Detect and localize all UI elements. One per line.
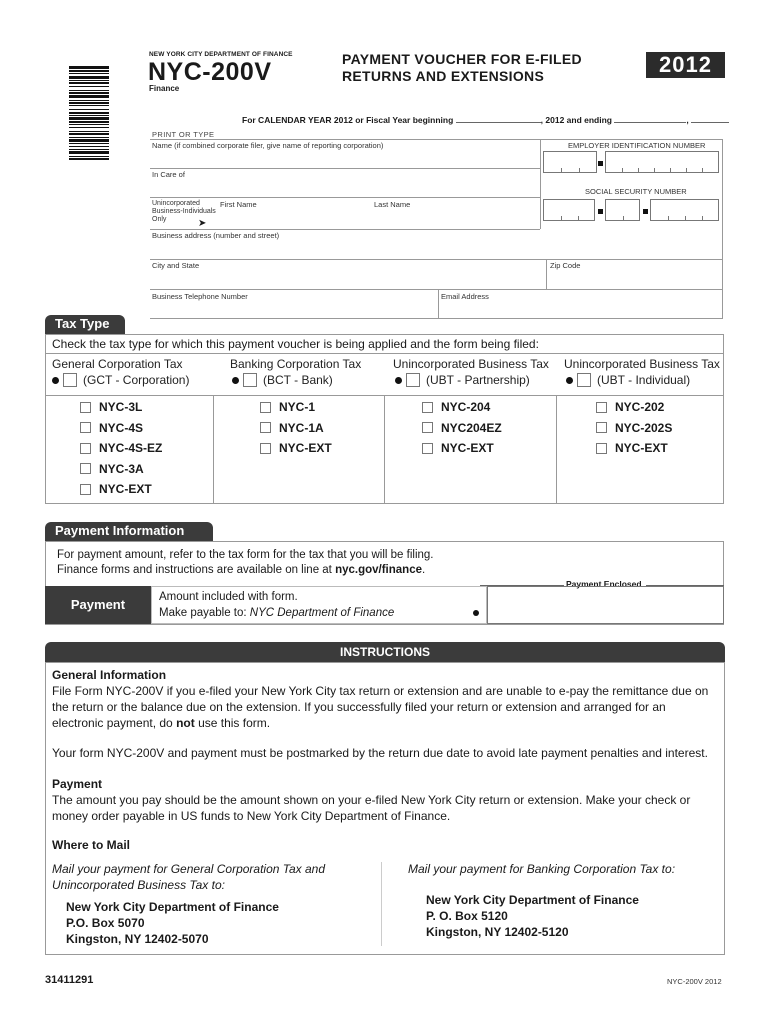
form-option[interactable] bbox=[260, 441, 332, 455]
in-care-of-label: In Care of bbox=[152, 170, 185, 179]
mail-left-address: New York City Department of Finance P.O. Box 5070 Kingston, NY 12402-5070 bbox=[66, 900, 279, 946]
bullet-icon bbox=[232, 377, 239, 384]
payment-instructions: For payment amount, refer to the tax form for the tax that you will be filing. Finance forms and instructions are available on line at nyc.gov/finance. bbox=[57, 549, 434, 576]
tax-type-code: (UBT - Partnership) bbox=[426, 373, 530, 387]
form-number: NYC-200V bbox=[148, 58, 272, 86]
fiscal-year-line: For CALENDAR YEAR 2012 or Fiscal Year beginning , 2012 and ending , bbox=[242, 115, 729, 125]
form-option[interactable] bbox=[80, 441, 162, 455]
instructions-header: INSTRUCTIONS bbox=[45, 642, 725, 662]
print-or-type-label: PRINT OR TYPE bbox=[152, 130, 215, 139]
form-option-label: NYC-EXT bbox=[279, 441, 332, 455]
first-name-label: First Name bbox=[220, 200, 257, 209]
form-option[interactable] bbox=[80, 462, 144, 476]
form-option-label: NYC-1A bbox=[279, 420, 324, 435]
phone-label: Business Telephone Number bbox=[152, 292, 248, 301]
form-checkbox[interactable] bbox=[260, 402, 271, 413]
zip-label: Zip Code bbox=[550, 261, 581, 270]
tax-column-title: Banking Corporation Tax bbox=[230, 357, 362, 371]
email-label: Email Address bbox=[441, 292, 489, 301]
fiscal-begin-field[interactable] bbox=[456, 122, 541, 123]
form-option-label: NYC-4S-EZ bbox=[99, 441, 163, 455]
form-option-label: NYC-EXT bbox=[615, 441, 668, 455]
ein-field-part2[interactable] bbox=[605, 151, 719, 173]
mail-left-intro: Mail your payment for General Corporation Tax and Unincorporated Business Tax to: bbox=[52, 862, 326, 892]
form-checkbox[interactable] bbox=[80, 443, 91, 454]
payment-amount-field[interactable] bbox=[487, 586, 724, 624]
tax-type-checkbox[interactable] bbox=[406, 373, 420, 387]
address-label: Business address (number and street) bbox=[152, 231, 280, 240]
payment-button[interactable]: Payment bbox=[45, 586, 151, 624]
tax-column-title: General Corporation Tax bbox=[52, 357, 183, 371]
city-state-label: City and State bbox=[152, 261, 200, 270]
postmark-paragraph: Your form NYC-200V and payment must be postmarked by the return due date to avoid late payment penalties and interest. bbox=[52, 746, 708, 760]
form-option-label: NYC-202 bbox=[615, 400, 665, 414]
ssn-label: SOCIAL SECURITY NUMBER bbox=[585, 187, 687, 196]
form-option[interactable] bbox=[80, 421, 143, 435]
form-checkbox[interactable] bbox=[80, 422, 91, 433]
tax-type-checkbox[interactable] bbox=[63, 373, 77, 387]
ssn-field-part3[interactable] bbox=[650, 199, 719, 221]
form-checkbox[interactable] bbox=[422, 422, 433, 433]
form-option[interactable] bbox=[80, 482, 152, 496]
form-checkbox[interactable] bbox=[422, 402, 433, 413]
general-info-paragraph: File Form NYC-200V if you e-filed your New York City tax return or extension and are unable to e-pay the remittance due on the return or the balance due on the extension. If you successfully filed your return or extension and arranged for an electronic payment, do not use this form. bbox=[52, 684, 709, 730]
form-option-label: NYC-EXT bbox=[99, 482, 152, 496]
form-option-label: NYC-204 bbox=[441, 400, 491, 414]
form-option-label: NYC-3L bbox=[99, 400, 143, 414]
form-option[interactable] bbox=[260, 400, 315, 414]
unincorporated-individuals-label: Unincorporated Business-Individuals Only bbox=[152, 200, 216, 223]
tax-year-badge: 2012 bbox=[646, 52, 725, 78]
form-checkbox[interactable] bbox=[80, 463, 91, 474]
bullet-icon bbox=[395, 377, 402, 384]
last-name-label: Last Name bbox=[374, 200, 411, 209]
ein-field-part1[interactable] bbox=[543, 151, 597, 173]
tax-type-instruction: Check the tax type for which this payment voucher is being applied and the form being filed: bbox=[52, 337, 539, 351]
form-option-label: NYC-3A bbox=[99, 461, 144, 476]
form-option[interactable] bbox=[80, 400, 142, 414]
fiscal-end-field[interactable] bbox=[614, 122, 686, 123]
tax-type-selector[interactable] bbox=[52, 373, 189, 387]
tax-type-selector[interactable] bbox=[232, 373, 333, 387]
barcode bbox=[69, 66, 109, 242]
form-option[interactable] bbox=[596, 400, 664, 414]
form-checkbox[interactable] bbox=[596, 402, 607, 413]
ssn-field-part1[interactable] bbox=[543, 199, 595, 221]
tax-type-code: (BCT - Bank) bbox=[263, 373, 333, 387]
finance-link[interactable]: nyc.gov/finance bbox=[335, 564, 422, 576]
form-checkbox[interactable] bbox=[596, 422, 607, 433]
footer-form-ref: NYC-200V 2012 bbox=[667, 977, 722, 986]
tax-type-selector[interactable] bbox=[566, 373, 690, 387]
general-info-heading: General Information bbox=[52, 668, 167, 682]
footer-code: 31411291 bbox=[45, 974, 94, 986]
tax-type-code: (UBT - Individual) bbox=[597, 373, 691, 387]
payment-bullet bbox=[473, 610, 479, 616]
form-checkbox[interactable] bbox=[80, 484, 91, 495]
finance-label: Finance bbox=[149, 84, 180, 93]
form-checkbox[interactable] bbox=[422, 443, 433, 454]
bullet-icon bbox=[52, 377, 59, 384]
tax-type-selector[interactable] bbox=[395, 373, 530, 387]
payment-note: Amount included with form. Make payable to: NYC Department of Finance bbox=[159, 591, 395, 619]
ein-label: EMPLOYER IDENTIFICATION NUMBER bbox=[568, 141, 706, 150]
form-option-label: NYC-1 bbox=[279, 400, 316, 414]
payment-enclosed-label: Payment Enclosed bbox=[566, 579, 642, 589]
mail-right-intro: Mail your payment for Banking Corporation Tax to: bbox=[408, 862, 676, 876]
fiscal-end-year-field[interactable] bbox=[691, 122, 729, 123]
tax-type-checkbox[interactable] bbox=[243, 373, 257, 387]
name-label: Name (if combined corporate filer, give name of reporting corporation) bbox=[152, 141, 384, 150]
form-option-label: NYC204EZ bbox=[441, 420, 502, 435]
form-checkbox[interactable] bbox=[596, 443, 607, 454]
department-name: NEW YORK CITY DEPARTMENT OF FINANCE bbox=[149, 51, 293, 58]
form-option[interactable] bbox=[596, 441, 668, 455]
form-option-label: NYC-202S bbox=[615, 420, 673, 435]
tax-type-header: Tax Type bbox=[45, 315, 125, 334]
form-option[interactable] bbox=[422, 441, 494, 455]
ssn-field-part2[interactable] bbox=[605, 199, 640, 221]
form-title: PAYMENT VOUCHER FOR E-FILED RETURNS AND EXTENSIONS bbox=[342, 51, 582, 84]
payment-info-header: Payment Information bbox=[45, 522, 213, 541]
form-checkbox[interactable] bbox=[80, 402, 91, 413]
tax-column-title: Unincorporated Business Tax bbox=[393, 357, 549, 371]
tax-column-title: Unincorporated Business Tax bbox=[564, 357, 720, 371]
form-option-label: NYC-EXT bbox=[441, 441, 494, 455]
payment-heading: Payment bbox=[52, 777, 103, 791]
where-to-mail-heading: Where to Mail bbox=[52, 838, 131, 852]
bullet-icon bbox=[566, 377, 573, 384]
form-option-label: NYC-4S bbox=[99, 420, 144, 435]
mail-right-address: New York City Department of Finance P. O. Box 5120 Kingston, NY 12402-5120 bbox=[426, 893, 639, 939]
form-checkbox[interactable] bbox=[260, 443, 271, 454]
form-checkbox[interactable] bbox=[260, 422, 271, 433]
form-option[interactable] bbox=[596, 421, 672, 435]
payment-paragraph: The amount you pay should be the amount shown on your e-filed New York City return or extension. Make your check or money order payable in US funds to New York City Department of Finance. bbox=[52, 793, 691, 823]
tax-type-checkbox[interactable] bbox=[577, 373, 591, 387]
form-option[interactable] bbox=[260, 421, 324, 435]
arrow-right-icon: ➤ bbox=[198, 218, 207, 229]
form-option[interactable] bbox=[422, 421, 502, 435]
form-option[interactable] bbox=[422, 400, 490, 414]
tax-type-code: (GCT - Corporation) bbox=[83, 373, 190, 387]
